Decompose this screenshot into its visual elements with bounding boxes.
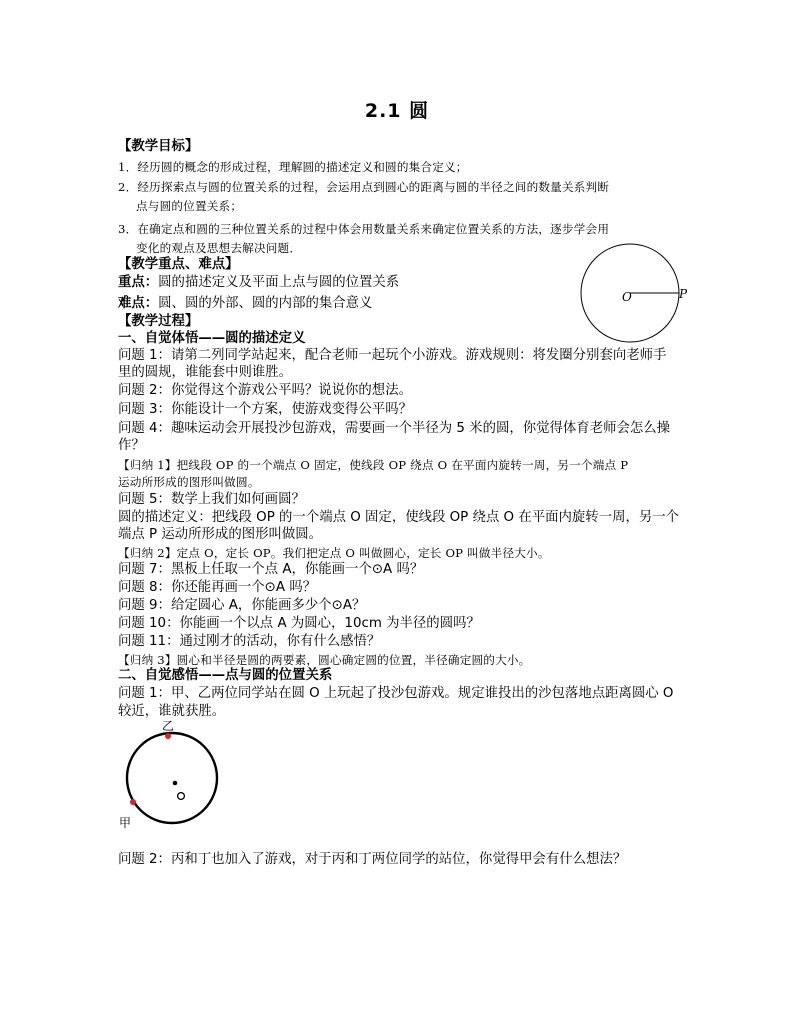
line-lead-label: 重点： <box>118 275 159 290</box>
text-line-14: 问题 2：你觉得这个游戏公平吗？说说你的想法。 <box>118 383 412 398</box>
text-line-13: 里的圆规，谁能套中则谁胜。 <box>118 365 293 380</box>
point-label-p: P <box>679 287 688 301</box>
text-line-21: 圆的描述定义：把线段 OP 的一个端点 O 固定，使线段 OP 绕点 O 在平面内旋转一周，另一个 <box>118 510 680 525</box>
circle-o-outline <box>127 733 217 823</box>
text-line-18: 【归纳 1】把线段 OP 的一个端点 O 固定，使线段 OP 绕点 O 在平面内旋转一周，另一个端点 P <box>118 458 629 472</box>
sandbag-dot <box>173 781 178 786</box>
text-line-12: 问题 1：请第二列同学站起来，配合老师一起玩个小游戏。游戏规则：将发圈分别套向老师手 <box>118 348 667 363</box>
label-yi: 乙 <box>162 719 175 733</box>
text-line-22: 端点 P 运动所形成的图形叫做圆。 <box>118 527 323 542</box>
text-line-29: 【归纳 3】圆心和半径是圆的两要素，圆心确定圆的位置，半径确定圆的大小。 <box>118 653 531 667</box>
text-line-11: 一、自觉体悟——圆的描述定义 <box>118 331 306 346</box>
text-line-2: 1．经历圆的概念的形成过程，理解圆的描述定义和圆的集合定义； <box>118 160 468 174</box>
page-title: 2.1 圆 <box>364 100 430 122</box>
text-line-17: 作？ <box>118 438 145 453</box>
text-line-9 <box>118 295 372 313</box>
text-line-23: 【归纳 2】定点 O，定长 OP。我们把定点 O 叫做圆心，定长 OP 叫做半径大小。 <box>118 546 550 560</box>
text-line-4: 点与圆的位置关系； <box>136 199 243 213</box>
text-line-33: 问题 2：丙和丁也加入了游戏，对于丙和丁两位同学的站位，你觉得甲会有什么想法？ <box>118 852 627 867</box>
sandbag-game-figure <box>118 720 228 830</box>
line-body: 圆的描述定义及平面上点与圆的位置关系 <box>158 275 400 290</box>
center-o-marker <box>178 793 185 800</box>
text-line-31: 问题 1：甲、乙两位同学站在圆 O 上玩起了投沙包游戏。规定谁投出的沙包落地点距离圆心 O <box>118 686 674 701</box>
text-line-7: 【教学重点、难点】 <box>118 257 239 272</box>
text-line-28: 问题 11：通过刚才的活动，你有什么感悟？ <box>118 634 381 649</box>
circle-op-figure <box>575 240 695 344</box>
text-line-5: 3．在确定点和圆的三种位置关系的过程中体会用数量关系来确定位置关系的方法，逐步学会用 <box>118 222 610 236</box>
text-line-8 <box>118 274 399 292</box>
text-line-19: 运动所形成的图形叫做圆。 <box>118 475 260 489</box>
point-yi <box>165 733 171 739</box>
text-line-3: 2．经历探索点与圆的位置关系的过程，会运用点到圆心的距离与圆的半径之间的数量关系判断 <box>118 180 610 194</box>
point-jia <box>130 799 136 805</box>
text-line-15: 问题 3：你能设计一个方案，使游戏变得公平吗？ <box>118 402 412 417</box>
line-body: 圆、圆的外部、圆的内部的集合意义 <box>158 296 373 311</box>
text-line-1: 【教学目标】 <box>118 139 199 154</box>
label-jia: 甲 <box>119 816 132 830</box>
text-line-27: 问题 10：你能画一个以点 A 为圆心，10cm 为半径的圆吗？ <box>118 616 480 631</box>
text-line-6: 变化的观点及思想去解决问题． <box>136 241 302 255</box>
text-line-32: 较近，谁就获胜。 <box>118 704 226 719</box>
text-line-20: 问题 5：数学上我们如何画圆？ <box>118 492 305 507</box>
text-line-26: 问题 9：给定圆心 A，你能画多少个⊙A？ <box>118 598 366 613</box>
text-line-24: 问题 7：黑板上任取一个点 A，你能画一个⊙A 吗？ <box>118 562 424 577</box>
text-line-16: 问题 4：趣味运动会开展投沙包游戏，需要画一个半径为 5 米的圆，你觉得体育老师会怎么操 <box>118 421 671 436</box>
center-label-o: O <box>622 290 632 304</box>
text-line-30: 二、自觉感悟——点与圆的位置关系 <box>118 668 333 683</box>
text-line-25: 问题 8：你还能再画一个⊙A 吗？ <box>118 580 317 595</box>
line-lead-label: 难点： <box>118 296 159 311</box>
text-line-10: 【教学过程】 <box>118 314 199 329</box>
